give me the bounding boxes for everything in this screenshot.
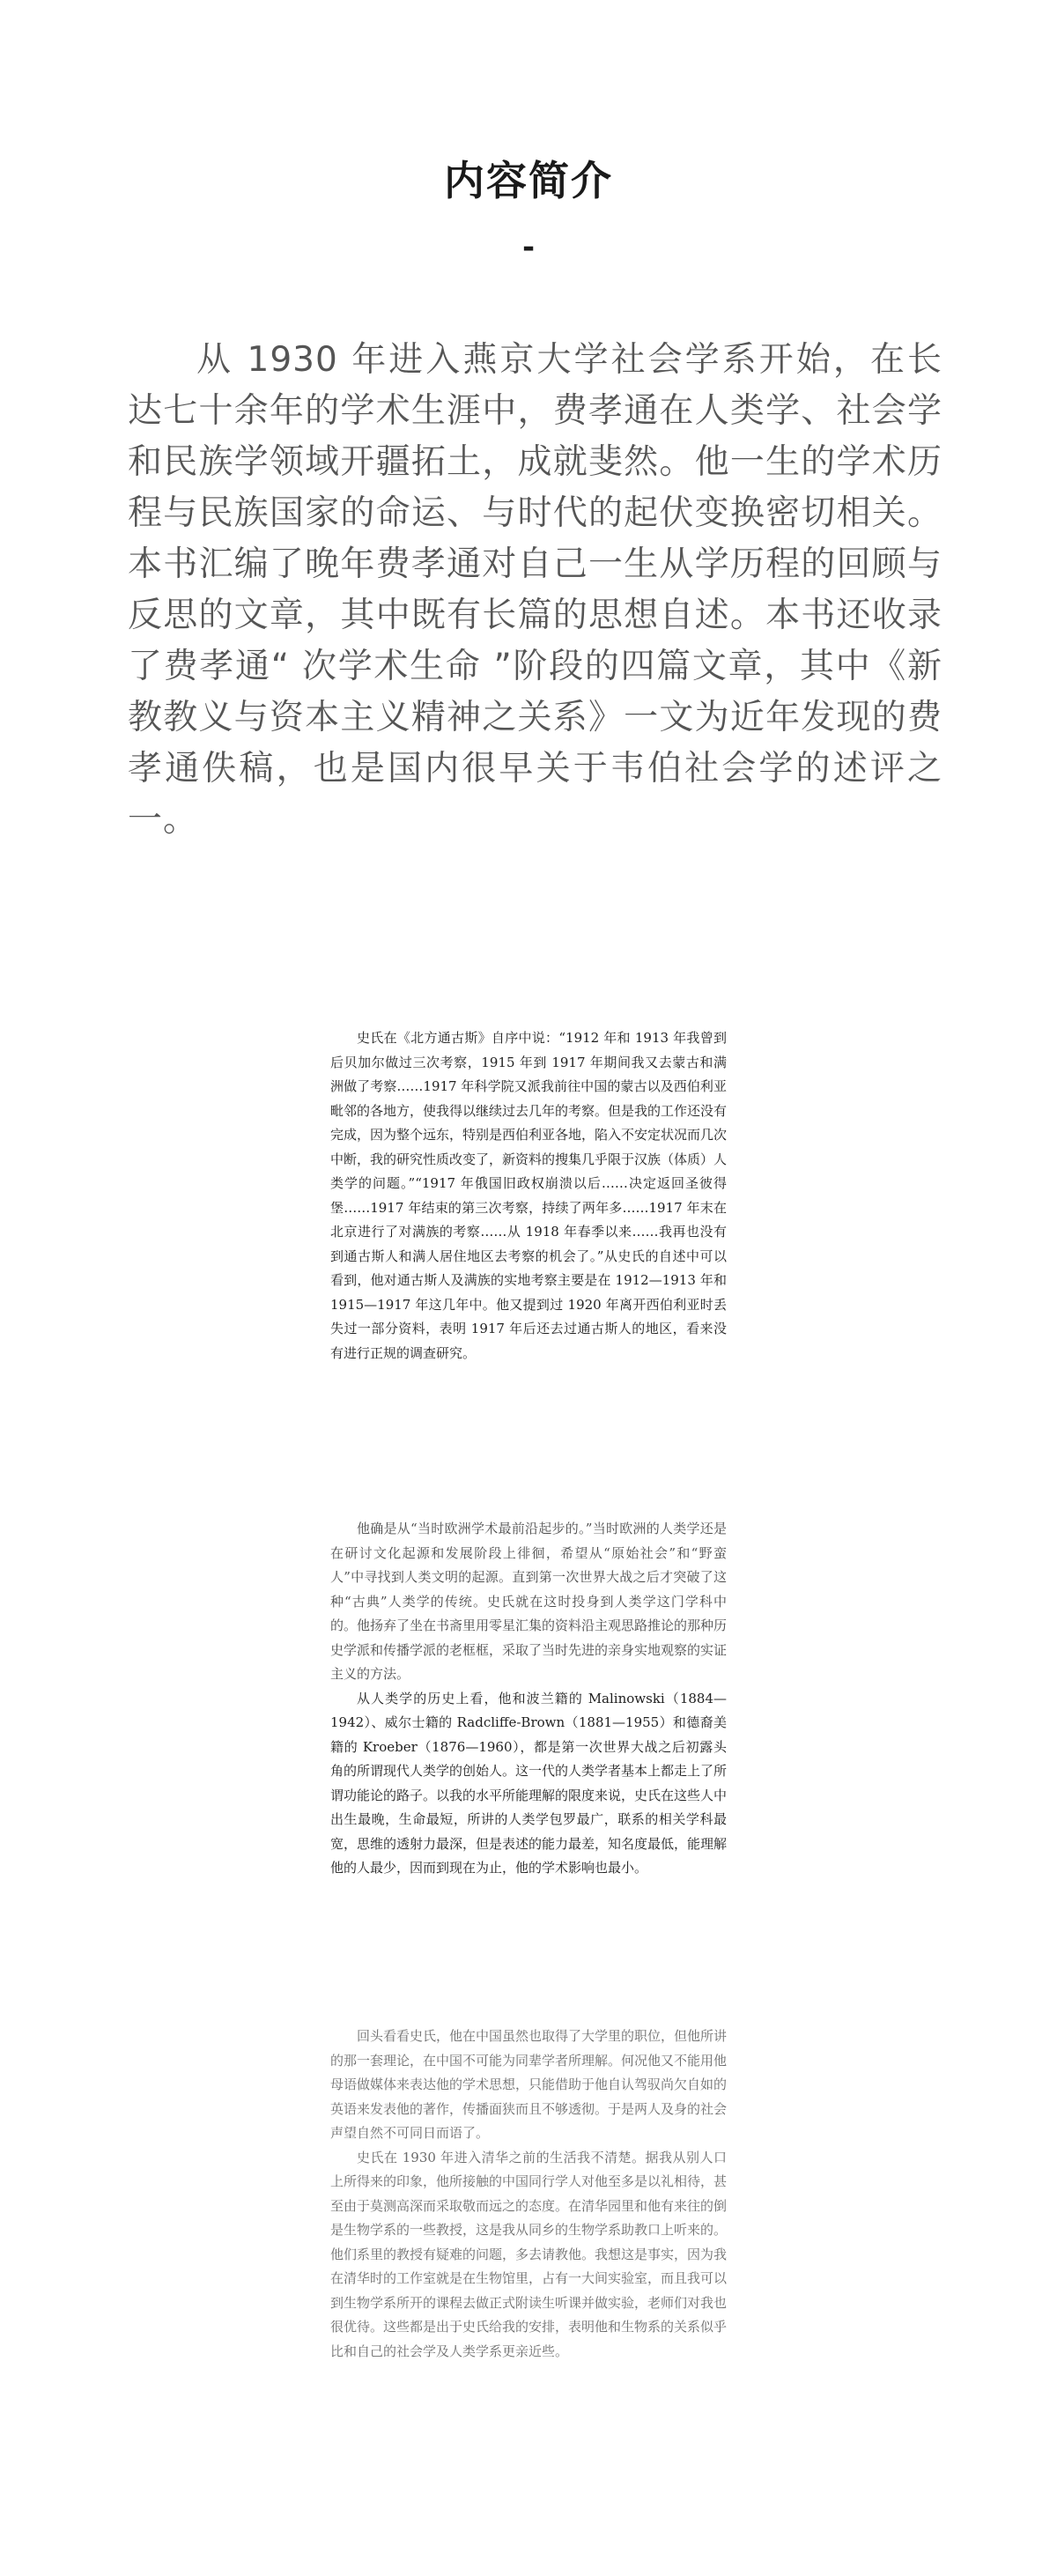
- book-excerpt-2: [330, 1517, 727, 1881]
- excerpt-paragraph: 从人类学的历史上看，他和波兰籍的 Malinowski（1884—1942）、威尔士籍的 Radcliffe-Brown（1881—1955）和德裔美籍的 Kroeber（1876—1960），都是第一次世界大战之后初露头角的所谓现代人类学的创始人。这一代的人类学者基本上都走上了所谓功能论的路子。以我的水平所能理解的限度来说，史氏在这些人中出生最晚，生命最短，所讲的人类学包罗最广，联系的相关学科最宽，思维的透射力最深，但是表述的能力最差，知名度最低，能理解他的人最少，因而到现在为止，他的学术影响也最小。: [330, 1690, 728, 1876]
- excerpt-paragraph: 史氏在《北方通古斯》自序中说：“1912 年和 1913 年我曾到后贝加尔做过三次考察，1915 年到 1917 年期间我又去蒙古和满洲做了考察……1917 年科学院又派我前往中国的蒙古以及西伯利亚毗邻的各地方，使我得以继续过去几年的考察。但是我的工作还没有完成，因为整个远东，特别是西伯利亚各地，陷入不安定状况而几次中断，我的研究性质改变了，新资料的搜集几乎限于汉族（体质）人类学的问题。”“1917 年俄国旧政权崩溃以后……决定返回圣彼得堡……1917 年结束的第三次考察，持续了两年多……1917 年末在北京进行了对满族的考察……从 1918 年春季以来……我再也没有到通古斯人和满人居住地区去考察的机会了。”从史氏的自述中可以看到，他对通古斯人及满族的实地考察主要是在 1912—1913 年和 1915—1917 年这几年中。他又提到过 1920 年离开西伯利亚时丢失过一部分资料，表明 1917 年后还去过通古斯人的地区，看来没有进行正规的调查研究。: [330, 1030, 728, 1361]
- excerpt-paragraph: 史氏在 1930 年进入清华之前的生活我不清楚。据我从别人口上所得来的印象，他所接触的中国同行学人对他至多是以礼相待，甚至由于莫测高深而采取敬而远之的态度。在清华园里和他有来往的倒是生物学系的一些教授，这是我从同乡的生物学系助教口上听来的。他们系里的教授有疑难的问题，多去请教他。我想这是事实，因为我在清华时的工作室就是在生物馆里，占有一大间实验室，而且我可以到生物学系所开的课程去做正式附读生听课并做实验，老师们对我也很优待。这些都是出于史氏给我的安排，表明他和生物系的关系似乎比和自己的社会学及人类学系更亲近些。: [330, 2149, 728, 2359]
- excerpt-paragraph: 他确是从“当时欧洲学术最前沿起步的。”当时欧洲的人类学还是在研讨文化起源和发展阶段上徘徊，希望从“原始社会”和“野蛮人”中寻找到人类文明的起源。直到第一次世界大战之后才突破了这种“古典”人类学的传统。史氏就在这时投身到人类学这门学科中的。他扬弃了坐在书斋里用零星汇集的资料沿主观思路推论的那种历史学派和传播学派的老框框，采取了当时先进的亲身实地观察的实证主义的方法。: [330, 1521, 728, 1682]
- book-excerpt-1: [330, 1026, 727, 1366]
- book-excerpt-3: [330, 2025, 727, 2364]
- excerpt-paragraph: 回头看看史氏，他在中国虽然也取得了大学里的职位，但他所讲的那一套理论，在中国不可能为同辈学者所理解。何况他又不能用他母语做媒体来表达他的学术思想，只能借助于他自认驾驭尚欠自如的英语来发表他的著作，传播面狭而且不够透彻。于是两人及身的社会声望自然不可同日而语了。: [330, 2028, 728, 2141]
- page-title: 内容简介: [444, 157, 613, 204]
- intro-paragraph: 从 1930 年进入燕京大学社会学系开始，在长达七十余年的学术生涯中，费孝通在人类学、社会学和民族学领域开疆拓土，成就斐然。他一生的学术历程与民族国家的命运、与时代的起伏变换密切相关。本书汇编了晚年费孝通对自己一生从学历程的回顾与反思的文章，其中既有长篇的思想自述。本书还收录了费孝通“ 次学术生命 ”阶段的四篇文章，其中《新教教义与资本主义精神之关系》一文为近年发现的费孝通佚稿，也是国内很早关于韦伯社会学的述评之一。: [128, 340, 942, 840]
- title-divider: -: [521, 230, 536, 265]
